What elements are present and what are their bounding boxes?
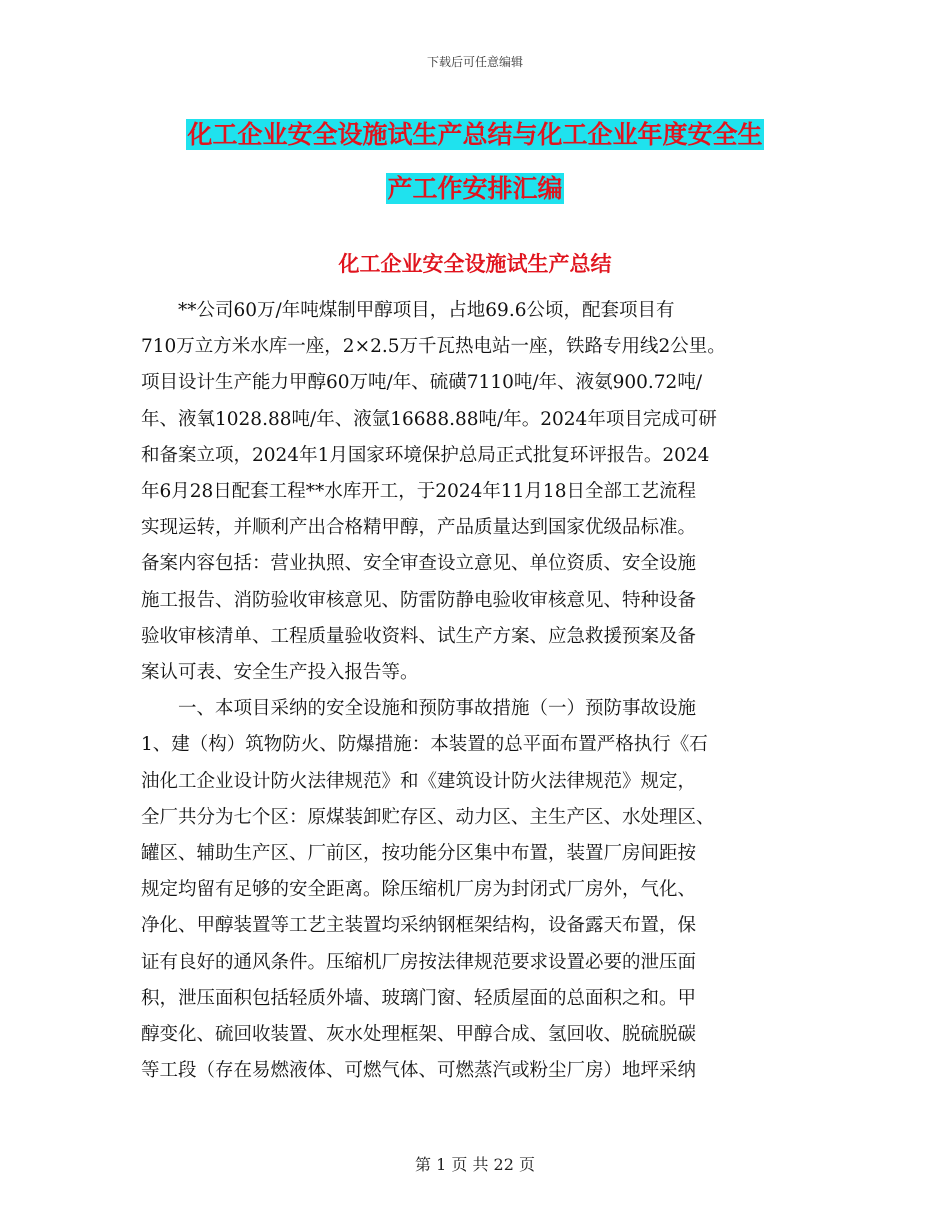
body-text — [141, 293, 821, 1089]
body-line: 备案内容包括：营业执照、安全审查设立意见、单位资质、安全设施 — [141, 553, 697, 575]
body-line: 1、建（构）筑物防火、防爆措施：本装置的总平面布置严格执行《石 — [141, 734, 708, 756]
body-line: 证有良好的通风条件。压缩机厂房按法律规范要求设置必要的泄压面 — [141, 951, 697, 973]
section-title: 化工企业安全设施试生产总结 — [338, 252, 612, 276]
title-line-2: 产工作安排汇编 — [387, 174, 563, 203]
header-note: 下载后可任意编辑 — [426, 55, 523, 69]
body-line: 醇变化、硫回收装置、灰水处理框架、甲醇合成、氢回收、脱硫脱碳 — [141, 1024, 697, 1046]
body-line: 等工段（存在易燃液体、可燃气体、可燃蒸汽或粉尘厂房）地坪采纳 — [141, 1060, 697, 1082]
body-line: 油化工企业设计防火法律规范》和《建筑设计防火法律规范》规定， — [141, 770, 697, 792]
body-line: 净化、甲醇装置等工艺主装置均采纳钢框架结构，设备露天布置，保 — [141, 915, 697, 937]
body-line: 案认可表、安全生产投入报告等。 — [141, 662, 419, 684]
body-line: 项目设计生产能力甲醇60万吨/年、硫磺7110吨/年、液氨900.72吨/ — [141, 372, 703, 394]
body-line: 规定均留有足够的安全距离。除压缩机厂房为封闭式厂房外，气化、 — [141, 879, 697, 901]
body-line: 实现运转，并顺利产出合格精甲醇，产品质量达到国家优级品标准。 — [141, 517, 697, 539]
body-line: 罐区、辅助生产区、厂前区，按功能分区集中布置，装置厂房间距按 — [141, 843, 697, 865]
body-line: 验收审核清单、工程质量验收资料、试生产方案、应急救援预案及备 — [141, 625, 697, 647]
body-line: 积，泄压面积包括轻质外墙、玻璃门窗、轻质屋面的总面积之和。甲 — [141, 987, 697, 1009]
body-line: 和备案立项，2024年1月国家环境保护总局正式批复环评报告。2024 — [141, 444, 710, 466]
page-footer: 第 1 页 共 22 页 — [415, 1155, 535, 1174]
document-title — [0, 108, 950, 216]
body-line: 年、液氧1028.88吨/年、液氩16688.88吨/年。2024年项目完成可研 — [141, 408, 717, 430]
body-line: 施工报告、消防验收审核意见、防雷防静电验收审核意见、特种设备 — [141, 589, 697, 611]
body-line: **公司60万/年吨煤制甲醇项目，占地69.6公顷，配套项目有 — [141, 300, 675, 321]
body-line: 710万立方米水库一座，2×2.5万千瓦热电站一座，铁路专用线2公里。 — [141, 336, 726, 358]
body-line: 全厂共分为七个区：原煤装卸贮存区、动力区、主生产区、水处理区、 — [141, 806, 715, 828]
title-line-1: 化工企业安全设施试生产总结与化工企业年度安全生 — [187, 120, 763, 149]
body-line: 年6月28日配套工程**水库开工，于2024年11月18日全部工艺流程 — [141, 481, 696, 503]
body-line: 一、本项目采纳的安全设施和预防事故措施（一）预防事故设施 — [141, 698, 697, 720]
